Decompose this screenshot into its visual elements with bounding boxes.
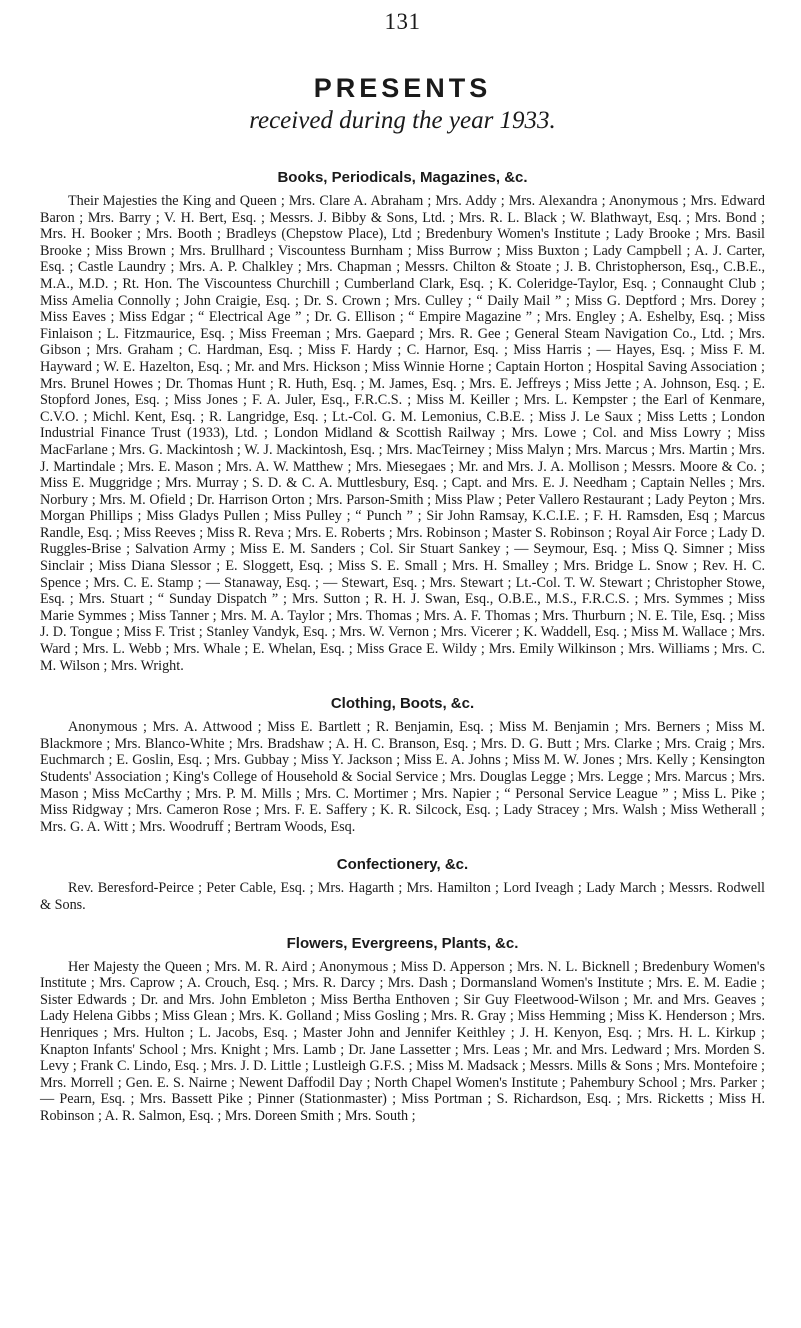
section-books (40, 169, 765, 674)
section-heading-confectionery: Confectionery, &c. (336, 856, 469, 874)
page-number: 131 (384, 9, 421, 34)
section-text-confectionery: Rev. Beresford-Peirce ; Peter Cable, Esq. ; Mrs. Hagarth ; Mrs. Hamilton ; Lord Iveagh ; Lady March ; Messrs. Rodwell & Sons. (40, 880, 765, 913)
page-title: PRESENTS (313, 73, 492, 103)
section-flowers (40, 935, 765, 1125)
section-heading-flowers: Flowers, Evergreens, Plants, &c. (286, 934, 519, 952)
section-heading-clothing: Clothing, Boots, &c. (330, 695, 475, 713)
section-confectionery (40, 856, 765, 913)
section-text-clothing: Anonymous ; Mrs. A. Attwood ; Miss E. Bartlett ; R. Benjamin, Esq. ; Miss M. Benjamin ; Mrs. Berners ; Miss M. Blackmore ; Mrs. Blanco-White ; Mrs. Bradshaw ; A. H. C. Branson, Esq. ; Mrs. D. G. Butt ; Mrs. Clarke ; Mrs. Craig ; Mrs. Euchmarch ; E. Goslin, Esq. ; Mrs. Gubbay ; Miss Y. Jackson ; Miss E. A. Johns ; Miss M. W. Jones ; Mrs. Kelly ; Kensington Students' Association ; King's College of Household & Social Service ; Mrs. Douglas Legge ; Mrs. Legge ; Mrs. Marcus ; Mrs. Mason ; Miss McCarthy ; Mrs. P. M. Mills ; Mrs. C. Mortimer ; Mrs. Napier ; “ Personal Service League ” ; Miss L. Pike ; Miss Ridgway ; Mrs. Cameron Rose ; Mrs. F. E. Saffery ; K. R. Silcock, Esq. ; Lady Stracey ; Mrs. Walsh ; Miss Wetherall ; Mrs. G. A. Witt ; Mrs. Woodruff ; Bertram Woods, Esq. (40, 719, 765, 835)
section-text-books: Their Majesties the King and Queen ; Mrs. Clare A. Abraham ; Mrs. Addy ; Mrs. Alexandra ; Anonymous ; Mrs. Edward Baron ; Mrs. Barry ; V. H. Bert, Esq. ; Messrs. J. Bibby & Sons, Ltd. ; Mrs. R. L. Black ; W. Blathwayt, Esq. ; Mrs. Bond ; Mrs. H. Booker ; Mrs. Booth ; Bradleys (Chepstow Place), Ltd ; Bredenbury Women's Institute ; Lady Brooke ; Mrs. Basil Brooke ; Miss Brown ; Mrs. Brullhard ; Viscountess Burnham ; Miss Burrow ; Miss Buxton ; Lady Campbell ; A. J. Carter, Esq. ; Castle Laundry ; Mrs. A. P. Chalkley ; Mrs. Chapman ; Messrs. Chilton & Stoate ; J. B. Christopherson, Esq., C.B.E., M.A., M.D. ; Rt. Hon. The Viscountess Churchill ; Cumberland Clark, Esq. ; K. Coleridge-Taylor, Esq. ; Connaught Club ; Miss Amelia Connolly ; John Craigie, Esq. ; Dr. S. Crown ; Mrs. Culley ; “ Daily Mail ” ; Miss G. Deptford ; Mrs. Dorey ; Miss Eaves ; Miss Edgar ; “ Electrical Age ” ; Dr. G. Ellison ; “ Empire Magazine ” ; Mrs. Engley ; A. Eshelby, Esq. ; Miss Finlaison ; L. Fitzmaurice, Esq. ; Miss Freeman ; Mrs. Gaepard ; Mrs. R. Gee ; General Steam Navigation Co., Ltd. ; Mrs. Gibson ; Mrs. Graham ; C. Hardman, Esq. ; Miss F. Hardy ; C. Harnor, Esq. ; Miss Harris ; — Hayes, Esq. ; Miss F. M. Hayward ; W. E. Hazelton, Esq. ; Mr. and Mrs. Hickson ; Miss Winnie Horne ; Captain Horton ; Hospital Saving Association ; Mrs. Brunel Howes ; Dr. Thomas Hunt ; R. Huth, Esq. ; M. James, Esq. ; Mrs. E. Jeffreys ; Miss Jette ; A. Johnson, Esq. ; E. Stopford Jones, Esq. ; Miss Jones ; F. A. Juler, Esq., F.R.C.S. ; Miss M. Keiller ; Mrs. L. Kempster ; the Earl of Kenmare, C.V.O. ; Michl. Kent, Esq. ; R. Langridge, Esq. ; Lt.-Col. G. M. Lemonius, C.B.E. ; Miss J. Le Saux ; Miss Letts ; London Industrial Finance Trust (1933), Ltd. ; London Midland & Scottish Railway ; Mrs. Lowe ; Col. and Miss Lowry ; Miss MacFarlane ; Mrs. G. Mackintosh ; W. J. Mackintosh, Esq. ; Mrs. MacTeirney ; Miss Malyn ; Mrs. Marcus ; Mrs. Martin ; Mrs. J. Martindale ; Mrs. E. Mason ; Mrs. A. W. Matthew ; Mrs. Miesegaes ; Mr. and Mrs. J. A. Mollison ; Messrs. Moore & Co. ; Miss E. Muggridge ; Mrs. Murray ; S. D. & C. A. Muttlesbury, Esq. ; Capt. and Mrs. E. J. Needham ; Captain Nelles ; Mrs. Norbury ; Mrs. M. Ofield ; Dr. Harrison Orton ; Mrs. Parson-Smith ; Miss Plaw ; Peter Vallero Restaurant ; Lady Peyton ; Mrs. Morgan Phillips ; Miss Gladys Pullen ; Miss Pulley ; “ Punch ” ; Sir John Ramsay, K.C.I.E. ; F. H. Ramsden, Esq ; Marcus Randle, Esq. ; Miss Reeves ; Miss R. Reva ; Mrs. E. Roberts ; Mrs. Robinson ; Master S. Robinson ; Royal Air Force ; Lady D. Ruggles-Brise ; Salvation Army ; Miss E. M. Sanders ; Col. Sir Stuart Sankey ; — Seymour, Esq. ; Miss Q. Simner ; Miss Sinclair ; Miss Diana Slessor ; E. Sloggett, Esq. ; Miss S. E. Small ; Mrs. H. Smalley ; Mrs. Bridge L. Snow ; Rev. H. C. Spence ; Mrs. C. E. Stamp ; — Stanaway, Esq. ; — Stewart, Esq. ; Mrs. Stewart ; Lt.-Col. T. W. Stewart ; Christopher Stowe, Esq. ; Mrs. Stuart ; “ Sunday Dispatch ” ; Mrs. Sutton ; R. H. J. Swan, Esq., O.B.E., M.S., F.R.C.S. ; Mrs. Symmes ; Miss Marie Symmes ; Miss Tanner ; Mrs. M. A. Taylor ; Mrs. Thomas ; Mrs. A. F. Thomas ; Mrs. Thurburn ; N. E. Tile, Esq. ; Miss J. D. Tongue ; Miss F. Trist ; Stanley Vandyk, Esq. ; Mrs. W. Vernon ; Mrs. Vicerer ; K. Waddell, Esq. ; Miss M. Wallace ; Mrs. Ward ; Mrs. L. Webb ; Mrs. Whale ; E. Whelan, Esq. ; Miss Grace E. Wildy ; Mrs. Emily Wilkinson ; Mrs. Williams ; Mrs. C. M. Wilson ; Mrs. Wright. (40, 193, 765, 674)
page-subtitle: received during the year 1933. (249, 107, 556, 134)
section-clothing (40, 695, 765, 835)
section-heading-books: Books, Periodicals, Magazines, &c. (277, 169, 528, 186)
section-text-flowers: Her Majesty the Queen ; Mrs. M. R. Aird ; Anonymous ; Miss D. Apperson ; Mrs. N. L. Bicknell ; Bredenbury Women's Institute ; Mrs. Caprow ; A. Crouch, Esq. ; Mrs. R. Darcy ; Mrs. Dash ; Dormansland Women's Institute ; Mrs. E. M. Eadie ; Sister Edwards ; Dr. and Mrs. John Embleton ; Miss Bertha Enthoven ; Sir Guy Fleetwood-Wilson ; Mr. and Mrs. Geaves ; Lady Helena Gibbs ; Miss Glean ; Mrs. K. Golland ; Miss Gosling ; Mrs. R. Gray ; Miss Hemming ; Miss K. Henderson ; Mrs. Henriques ; Mrs. Hulton ; L. Jacobs, Esq. ; Master John and Jennifer Keithley ; J. H. Kenyon, Esq. ; Mrs. H. L. Kirkup ; Knapton Infants' School ; Mrs. Knight ; Mrs. Lamb ; Dr. Jane Lassetter ; Mrs. Leas ; Mr. and Mrs. Ledward ; Mrs. Morden S. Levy ; Frank C. Lindo, Esq. ; Mrs. J. D. Little ; Lustleigh G.F.S. ; Miss M. Madsack ; Messrs. Mills & Sons ; Mrs. Montefoire ; Mrs. Morrell ; Gen. E. S. Nairne ; Newent Daffodil Day ; North Chapel Women's Institute ; Pahembury School ; Mrs. Parker ; — Pearn, Esq. ; Mrs. Bassett Pike ; Pinner (Stationmaster) ; Miss Portman ; S. Richardson, Esq. ; Mrs. Ricketts ; Miss H. Robinson ; A. R. Salmon, Esq. ; Mrs. Doreen Smith ; Mrs. South ; (40, 958, 765, 1124)
